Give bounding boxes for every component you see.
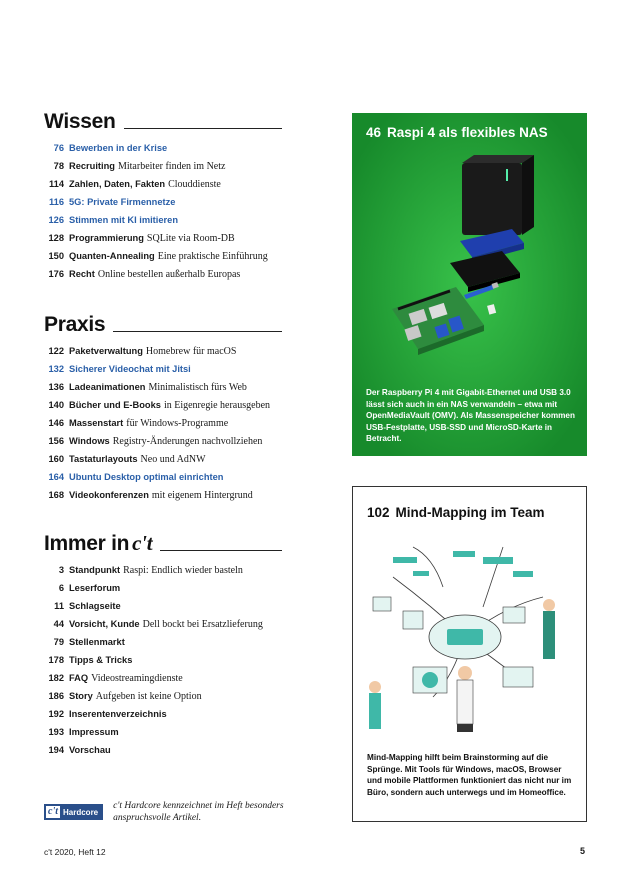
section-rule bbox=[160, 550, 282, 551]
chart-card-icon bbox=[413, 667, 447, 693]
toc-page-number: 156 bbox=[48, 436, 64, 446]
toc-keyword: Sicherer Videochat mit Jitsi bbox=[69, 364, 191, 374]
hardcore-badge-label: Hardcore bbox=[63, 807, 99, 817]
map-node bbox=[483, 557, 513, 564]
toc-page-number: 76 bbox=[53, 143, 64, 153]
footer-issue: c't 2020, Heft 12 bbox=[44, 847, 106, 857]
toc-page-number: 122 bbox=[48, 346, 64, 356]
toc-entry[interactable] bbox=[44, 583, 282, 601]
map-card bbox=[403, 611, 423, 629]
toc-page-number: 6 bbox=[58, 583, 64, 593]
toc-entry[interactable] bbox=[44, 215, 282, 233]
toc-description: Clouddienste bbox=[168, 179, 221, 190]
toc-page-number: 178 bbox=[48, 655, 64, 665]
toc-keyword: Stellenmarkt bbox=[69, 637, 125, 647]
section-header bbox=[44, 108, 282, 134]
toc-keyword: Bewerben in der Krise bbox=[69, 143, 168, 153]
toc-entry[interactable] bbox=[44, 251, 282, 269]
toc-keyword: FAQ bbox=[69, 673, 89, 683]
toc-page-number: 150 bbox=[48, 251, 64, 261]
toc-keyword: Inserentenverzeichnis bbox=[69, 709, 167, 719]
toc-page-number: 192 bbox=[48, 709, 64, 719]
toc-entry[interactable] bbox=[44, 709, 282, 727]
toc-description: Eine praktische Einführung bbox=[157, 251, 268, 262]
toc-description: für Windows-Programme bbox=[126, 418, 229, 429]
toc-entry[interactable] bbox=[44, 161, 282, 179]
toc-list bbox=[44, 565, 282, 763]
toc-page-number: 160 bbox=[48, 454, 64, 464]
toc-entry[interactable] bbox=[44, 727, 282, 745]
feature-title-text: Mind-Mapping im Team bbox=[395, 505, 545, 520]
toc-page-number: 193 bbox=[48, 727, 64, 737]
hardcore-note bbox=[44, 800, 313, 824]
toc-page-number: 79 bbox=[53, 637, 64, 647]
toc-keyword: Story bbox=[69, 691, 93, 701]
toc-description: Raspi: Endlich wieder basteln bbox=[123, 565, 243, 576]
toc-keyword: Bücher und E-Books bbox=[69, 400, 161, 410]
toc-keyword: Recruiting bbox=[69, 161, 115, 171]
toc-description: Aufgeben ist keine Option bbox=[95, 691, 202, 702]
toc-page-number: 78 bbox=[53, 161, 64, 171]
toc-page-number: 176 bbox=[48, 269, 64, 279]
toc-entry[interactable] bbox=[44, 745, 282, 763]
toc-entry[interactable] bbox=[44, 346, 282, 364]
feature-caption: Der Raspberry Pi 4 mit Gigabit-Ethernet und USB 3.0 lässt sich auch in ein NAS verwandeln – etwa mit OpenMediaVault (OMV). Als Massenspeicher kommen USB-Festplatte, USB-SSD und MicroSD-Karte in Betracht. bbox=[366, 388, 575, 443]
section-rule bbox=[124, 128, 282, 129]
toc-description: mit eigenem Hintergrund bbox=[151, 490, 253, 501]
toc-description: Registry-Änderungen nachvollziehen bbox=[112, 436, 263, 447]
map-node bbox=[413, 571, 429, 576]
toc-page-number: 132 bbox=[48, 364, 64, 374]
person-left-icon bbox=[369, 681, 381, 729]
map-card bbox=[503, 667, 533, 687]
toc-keyword: Impressum bbox=[69, 727, 119, 737]
toc-entry[interactable] bbox=[44, 400, 282, 418]
toc-keyword: Programmierung bbox=[69, 233, 144, 243]
toc-entry[interactable] bbox=[44, 143, 282, 161]
toc-entry[interactable] bbox=[44, 197, 282, 215]
feature-title bbox=[367, 505, 545, 520]
toc-page-number: 182 bbox=[48, 673, 64, 683]
feature-raspi-nas[interactable] bbox=[352, 113, 587, 456]
hardcore-badge-logo: c't bbox=[48, 806, 58, 817]
feature-mind-mapping[interactable] bbox=[352, 486, 587, 822]
toc-keyword: Videokonferenzen bbox=[69, 490, 149, 500]
person-right-icon bbox=[543, 599, 555, 659]
toc-description: in Eigenregie herausgeben bbox=[163, 400, 271, 411]
toc-keyword: Tipps & Tricks bbox=[69, 655, 133, 665]
toc-keyword: Stimmen mit KI imitieren bbox=[69, 215, 179, 225]
toc-description: Homebrew für macOS bbox=[145, 346, 237, 357]
map-connection bbox=[413, 547, 443, 587]
toc-page-number: 114 bbox=[49, 179, 64, 189]
toc-keyword: Vorsicht, Kunde bbox=[69, 619, 140, 629]
toc-entry[interactable] bbox=[44, 233, 282, 251]
feature-title bbox=[366, 125, 548, 140]
toc-list bbox=[44, 346, 282, 508]
hardcore-badge bbox=[44, 804, 103, 820]
toc-page-number: 146 bbox=[48, 418, 64, 428]
map-node bbox=[393, 557, 417, 563]
toc-page-number: 168 bbox=[48, 490, 64, 500]
toc-entry[interactable] bbox=[44, 673, 282, 691]
map-card bbox=[373, 597, 391, 611]
section-header bbox=[44, 311, 282, 337]
toc-entry[interactable] bbox=[44, 454, 282, 472]
toc-description: Minimalistisch fürs Web bbox=[148, 382, 247, 393]
toc-description: Mitarbeiter finden im Netz bbox=[117, 161, 226, 172]
toc-page-number: 44 bbox=[53, 619, 64, 629]
section-title-text: Immer in bbox=[44, 532, 130, 555]
toc-keyword: 5G: Private Firmennetze bbox=[69, 197, 176, 207]
toc-keyword: Tastaturlayouts bbox=[69, 454, 138, 464]
toc-keyword: Leserforum bbox=[69, 583, 121, 593]
toc-page-number: 136 bbox=[48, 382, 64, 392]
toc-keyword: Schlagseite bbox=[69, 601, 121, 611]
toc-entry[interactable] bbox=[44, 691, 282, 709]
toc-entry[interactable] bbox=[44, 601, 282, 619]
toc-page-number: 186 bbox=[48, 691, 64, 701]
toc-keyword: Quanten-Annealing bbox=[69, 251, 155, 261]
toc-description: Online bestellen außerhalb Europas bbox=[97, 269, 241, 280]
toc-description: Videostreamingdienste bbox=[91, 673, 183, 684]
hardcore-text: c't Hardcore kennzeichnet im Heft besonders anspruchsvolle Artikel. bbox=[113, 801, 284, 823]
toc-list bbox=[44, 143, 282, 287]
section-header bbox=[44, 530, 282, 556]
section-title: Wissen bbox=[44, 110, 116, 133]
toc-page-number: 126 bbox=[48, 215, 64, 225]
toc-description: Dell bockt bei Ersatzlieferung bbox=[142, 619, 263, 630]
toc-entry[interactable] bbox=[44, 619, 282, 637]
map-node bbox=[513, 571, 533, 577]
toc-description: SQLite via Room-DB bbox=[146, 233, 235, 244]
toc-keyword: Recht bbox=[69, 269, 95, 279]
toc-keyword: Ladeanimationen bbox=[69, 382, 146, 392]
toc-keyword: Vorschau bbox=[69, 745, 111, 755]
section-title: Praxis bbox=[44, 313, 106, 336]
ct-logo: c't bbox=[132, 531, 153, 555]
map-connection bbox=[483, 547, 503, 607]
toc-page-number: 128 bbox=[48, 233, 64, 243]
section-wissen bbox=[44, 108, 282, 287]
toc-entry[interactable] bbox=[44, 269, 282, 287]
toc-entry[interactable] bbox=[44, 179, 282, 197]
feature-title-text: Raspi 4 als flexibles NAS bbox=[387, 125, 548, 140]
toc-page-number: 116 bbox=[49, 197, 64, 207]
toc-entry[interactable] bbox=[44, 364, 282, 382]
feature-page-number: 46 bbox=[366, 125, 382, 140]
toc-keyword: Zahlen, Daten, Fakten bbox=[69, 179, 166, 189]
toc-keyword: Massenstart bbox=[69, 418, 124, 428]
toc-description: Neo und AdNW bbox=[140, 454, 206, 465]
toc-entry[interactable] bbox=[44, 637, 282, 655]
toc-entry[interactable] bbox=[44, 418, 282, 436]
toc-keyword: Ubuntu Desktop optimal einrichten bbox=[69, 472, 224, 482]
map-node bbox=[453, 551, 475, 557]
section-praxis bbox=[44, 311, 282, 508]
toc-entry[interactable] bbox=[44, 490, 282, 508]
toc-entry[interactable] bbox=[44, 436, 282, 454]
toc-page-number: 140 bbox=[48, 400, 64, 410]
toc-keyword: Paketverwaltung bbox=[69, 346, 143, 356]
section-rule bbox=[113, 331, 282, 332]
toc-entry[interactable] bbox=[44, 472, 282, 490]
map-card bbox=[503, 607, 525, 623]
section-immer-in-ct bbox=[44, 530, 282, 763]
footer-page-number: 5 bbox=[580, 846, 586, 856]
toc-keyword: Windows bbox=[69, 436, 110, 446]
central-idea-node bbox=[429, 615, 501, 659]
toc-entry[interactable] bbox=[44, 565, 282, 583]
toc-page-number: 3 bbox=[58, 565, 64, 575]
toc-entry[interactable] bbox=[44, 655, 282, 673]
feature-page-number: 102 bbox=[367, 505, 390, 520]
toc-entry[interactable] bbox=[44, 382, 282, 400]
person-center-icon bbox=[457, 666, 473, 732]
toc-page-number: 194 bbox=[48, 745, 64, 755]
feature-caption: Mind-Mapping hilft beim Brainstorming auf die Sprünge. Mit Tools für Windows, macOS, Browser und mobile Plattformen funktioniert das nicht nur im Büro, sondern auch unterwegs und im Homeoffice. bbox=[367, 753, 572, 797]
toc-page-number: 164 bbox=[48, 472, 64, 482]
nas-tower-icon bbox=[462, 155, 534, 235]
toc-keyword: Standpunkt bbox=[69, 565, 121, 575]
section-title bbox=[44, 531, 152, 556]
toc-page-number: 11 bbox=[54, 601, 64, 611]
